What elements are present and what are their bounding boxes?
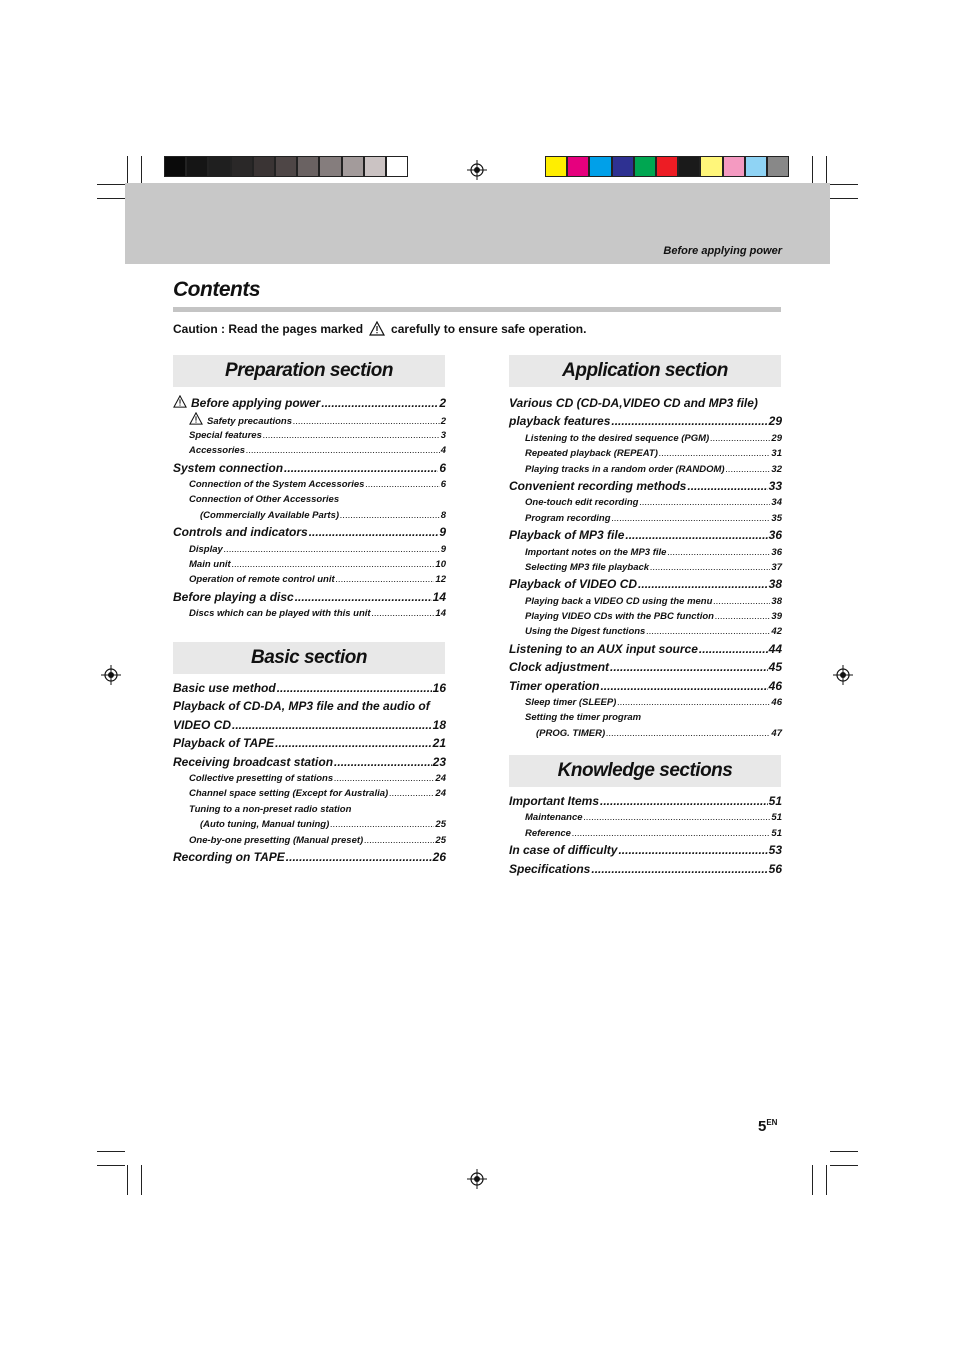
toc-entry: [173, 588, 446, 606]
toc-entry: [509, 792, 782, 810]
dot-leader: [726, 462, 771, 477]
toc-entry: [173, 817, 446, 832]
toc-entry-label: Sleep timer (SLEEP): [525, 697, 617, 709]
toc-entry: [173, 508, 446, 523]
toc-entry-label: Playing VIDEO CDs with the PBC function: [525, 611, 714, 623]
toc-entry-page: 18: [432, 717, 446, 732]
dot-leader: [389, 786, 434, 801]
toc-entry: [509, 826, 782, 841]
toc-entry: [509, 477, 782, 495]
dot-leader: [340, 508, 440, 523]
toc-entry: [173, 459, 446, 477]
knowledge-toc-list: [509, 792, 782, 878]
color-swatch: [767, 156, 789, 177]
toc-entry-label: (Commercially Available Parts): [200, 509, 340, 521]
toc-entry-page: 38: [768, 577, 782, 592]
dot-leader: [364, 833, 434, 848]
dot-leader: [224, 542, 440, 557]
toc-entry-label: VIDEO CD: [173, 717, 232, 732]
toc-entry: [173, 716, 446, 734]
dot-leader: [687, 477, 767, 495]
crop-mark: [830, 1165, 858, 1166]
toc-entry: [509, 412, 782, 430]
page-number: [758, 1118, 777, 1135]
crop-mark: [830, 1151, 858, 1152]
crop-mark: [141, 156, 142, 186]
toc-entry-label: Special features: [189, 429, 262, 441]
toc-entry: [509, 575, 782, 593]
toc-entry: [173, 477, 446, 492]
dot-leader: [713, 594, 770, 609]
toc-entry-label: Playing tracks in a random order (RANDOM): [525, 463, 725, 475]
toc-entry-page: 45: [768, 660, 782, 675]
toc-entry: [509, 511, 782, 526]
toc-entry-page: 25: [435, 834, 446, 846]
dot-leader: [321, 394, 438, 412]
toc-entry: [509, 695, 782, 710]
toc-entry-label: Accessories: [189, 445, 245, 457]
toc-entry-label: Controls and indicators: [173, 525, 308, 540]
crop-mark: [97, 1165, 125, 1166]
toc-entry-label: Before playing a disc: [173, 589, 294, 604]
toc-entry: [173, 572, 446, 587]
dot-leader: [591, 860, 767, 878]
crop-mark: [826, 1165, 827, 1195]
toc-entry-label: Using the Digest functions: [525, 626, 646, 638]
toc-entry-page: 9: [439, 525, 446, 540]
color-swatch: [164, 156, 186, 177]
toc-entry-label: Various CD (CD-DA,VIDEO CD and MP3 file): [509, 396, 758, 410]
dot-leader: [336, 572, 435, 587]
toc-entry-label: Before applying power: [173, 394, 320, 412]
toc-entry-page: 2: [440, 416, 446, 428]
toc-entry: [509, 841, 782, 859]
crop-mark: [97, 198, 125, 199]
toc-entry-page: 53: [768, 843, 782, 858]
dot-leader: [618, 841, 767, 859]
crop-mark: [830, 198, 858, 199]
toc-entry-page: 25: [435, 819, 446, 831]
toc-entry-page: 24: [435, 772, 446, 784]
toc-entry-label: Specifications: [509, 861, 591, 876]
toc-entry-label: Reference: [525, 827, 571, 839]
dot-leader: [309, 523, 439, 541]
color-swatch: [678, 156, 700, 177]
toc-entry-page: 44: [768, 641, 782, 656]
language-code: EN: [766, 1118, 778, 1127]
color-swatch: [297, 156, 319, 177]
dot-leader: [365, 477, 439, 492]
toc-entry-page: 29: [771, 432, 782, 444]
toc-entry-label: (Auto tuning, Manual tuning): [200, 819, 330, 831]
toc-entry: [173, 734, 446, 752]
toc-entry-page: 6: [439, 460, 446, 475]
toc-entry: [173, 557, 446, 572]
dot-leader: [612, 511, 771, 526]
toc-entry-label: Safety precautions: [189, 412, 292, 429]
page-title: Contents: [173, 278, 260, 301]
crop-mark: [97, 1151, 125, 1152]
toc-entry-label: Repeated playback (REPEAT): [525, 448, 658, 460]
dot-leader: [650, 560, 770, 575]
toc-entry-label: Listening to the desired sequence (PGM): [525, 432, 710, 444]
toc-entry-label: Playback of CD-DA, MP3 file and the audio of: [173, 699, 430, 714]
dot-leader: [710, 431, 770, 446]
toc-entry: [173, 679, 446, 697]
crop-mark: [830, 184, 858, 185]
toc-entry-page: 8: [440, 509, 446, 521]
toc-entry: [173, 848, 446, 866]
dot-leader: [610, 658, 768, 676]
dot-leader: [286, 848, 432, 866]
toc-entry-label: Setting the timer program: [525, 712, 642, 724]
toc-entry: [173, 753, 446, 771]
dot-leader: [625, 526, 767, 544]
dot-leader: [330, 817, 434, 832]
toc-entry-label: Display: [189, 543, 223, 555]
toc-entry-page: 51: [771, 827, 782, 839]
dot-leader: [638, 575, 768, 593]
page-number-value: 5: [758, 1118, 767, 1135]
toc-entry-label: Recording on TAPE: [173, 849, 285, 864]
crop-mark: [141, 1165, 142, 1195]
registration-mark-icon: [833, 665, 853, 685]
toc-entry-page: 14: [432, 589, 446, 604]
toc-entry-label: Clock adjustment: [509, 660, 610, 675]
registration-mark-icon: [467, 1169, 487, 1189]
dot-leader: [277, 679, 432, 697]
dot-leader: [232, 557, 435, 572]
warning-triangle-icon: [369, 321, 385, 336]
color-swatch: [745, 156, 767, 177]
dot-leader: [275, 734, 431, 752]
toc-entry: [509, 810, 782, 825]
dot-leader: [263, 428, 440, 443]
toc-entry-label: Receiving broadcast station: [173, 754, 334, 769]
toc-entry: [509, 658, 782, 676]
application-section-heading: Application section: [509, 355, 781, 387]
dot-leader: [646, 624, 770, 639]
toc-entry-label: One-touch edit recording: [525, 497, 639, 509]
toc-entry-page: 51: [768, 794, 782, 808]
dot-leader: [617, 695, 770, 710]
toc-entry-label: Discs which can be played with this unit: [189, 608, 371, 620]
toc-entry-label: Main unit: [189, 558, 231, 570]
basic-toc-list: [173, 679, 446, 866]
basic-section-heading: Basic section: [173, 642, 445, 674]
toc-entry-page: 16: [432, 681, 446, 695]
toc-entry: [509, 677, 782, 695]
color-swatch: [634, 156, 656, 177]
toc-entry: [173, 394, 446, 412]
registration-mark-icon: [101, 665, 121, 685]
toc-entry-page: 31: [771, 448, 782, 460]
toc-entry-page: 34: [771, 497, 782, 509]
toc-entry: [509, 545, 782, 560]
dot-leader: [295, 588, 432, 606]
toc-entry: [509, 594, 782, 609]
toc-entry-page: 39: [771, 611, 782, 623]
color-swatch: [253, 156, 275, 177]
toc-entry-label: Convenient recording methods: [509, 478, 687, 493]
toc-entry-page: 56: [768, 861, 782, 876]
toc-entry-page: 36: [768, 528, 782, 543]
toc-entry: [173, 428, 446, 443]
toc-entry-label: Tuning to a non-preset radio station: [189, 803, 352, 815]
toc-entry-page: 32: [771, 463, 782, 475]
toc-entry-page: 46: [768, 678, 782, 693]
toc-entry: [173, 786, 446, 801]
warning-triangle-icon: [173, 396, 191, 410]
crop-mark: [812, 1165, 813, 1195]
crop-mark: [812, 156, 813, 186]
toc-entry: [173, 492, 446, 507]
knowledge-section-heading: Knowledge sections: [509, 755, 781, 787]
color-swatch: [231, 156, 253, 177]
preparation-toc-list: [173, 394, 446, 621]
toc-entry-label: Important notes on the MP3 file: [525, 546, 667, 558]
toc-entry-label: Maintenance: [525, 812, 583, 824]
color-swatch: [186, 156, 208, 177]
toc-entry: [509, 726, 782, 741]
toc-entry-page: 46: [771, 697, 782, 709]
color-swatch: [545, 156, 567, 177]
toc-entry: [173, 443, 446, 458]
dot-leader: [372, 606, 435, 621]
dot-leader: [715, 609, 770, 624]
toc-entry-label: Selecting MP3 file playback: [525, 561, 650, 573]
application-toc-list: [509, 394, 782, 741]
toc-entry-label: (PROG. TIMER): [536, 727, 606, 739]
color-swatch: [612, 156, 634, 177]
toc-entry-page: 3: [440, 429, 446, 441]
dot-leader: [639, 495, 770, 510]
registration-mark-icon: [467, 160, 487, 180]
color-swatch: [723, 156, 745, 177]
toc-entry-label: Channel space setting (Except for Australia): [189, 788, 389, 800]
crop-mark: [127, 1165, 128, 1195]
toc-entry-page: 33: [768, 478, 782, 493]
dot-leader: [699, 640, 768, 658]
toc-entry: [509, 495, 782, 510]
crop-mark: [826, 156, 827, 186]
toc-entry-page: 10: [435, 558, 446, 570]
dot-leader: [611, 412, 767, 430]
toc-entry-label: Playback of VIDEO CD: [509, 577, 638, 592]
color-swatch: [364, 156, 386, 177]
toc-entry-label: Program recording: [525, 512, 611, 524]
caution-suffix: carefully to ensure safe operation.: [391, 321, 587, 336]
caution-note: [173, 321, 586, 336]
title-rule: [173, 307, 781, 312]
dot-leader: [659, 446, 771, 461]
color-swatch: [319, 156, 341, 177]
toc-entry-page: 35: [771, 512, 782, 524]
toc-entry: [509, 526, 782, 544]
toc-entry-page: 36: [771, 546, 782, 558]
toc-entry-page: 47: [771, 727, 782, 739]
toc-entry: [509, 640, 782, 658]
dot-leader: [284, 459, 438, 477]
toc-entry-label: System connection: [173, 460, 284, 475]
color-swatch: [567, 156, 589, 177]
dot-leader: [606, 726, 770, 741]
toc-entry-page: 29: [768, 414, 782, 429]
toc-entry-page: 37: [771, 561, 782, 573]
dot-leader: [572, 826, 770, 841]
toc-entry-label: Playback of MP3 file: [509, 528, 625, 543]
preparation-section-heading: Preparation section: [173, 355, 445, 387]
toc-entry: [509, 624, 782, 639]
toc-entry: [509, 394, 782, 412]
toc-entry: [173, 697, 446, 715]
color-swatch: [656, 156, 678, 177]
toc-entry-label: Operation of remote control unit: [189, 574, 335, 586]
toc-entry-label: Collective presetting of stations: [189, 772, 334, 784]
toc-entry-page: 42: [771, 626, 782, 638]
toc-entry: [173, 523, 446, 541]
color-swatch: [589, 156, 611, 177]
toc-entry-page: 4: [440, 445, 446, 457]
toc-entry-label: playback features: [509, 414, 611, 429]
toc-entry-label: Timer operation: [509, 678, 600, 693]
toc-entry-page: 23: [432, 754, 446, 769]
dot-leader: [600, 792, 768, 810]
dot-leader: [246, 443, 440, 458]
toc-entry-label: One-by-one presetting (Manual preset): [189, 834, 364, 846]
toc-entry: [509, 560, 782, 575]
toc-entry: [173, 606, 446, 621]
toc-entry: [509, 462, 782, 477]
toc-entry-page: 6: [440, 478, 446, 490]
toc-entry-page: 21: [432, 736, 446, 751]
toc-entry: [173, 833, 446, 848]
toc-entry-page: 26: [432, 849, 446, 864]
color-swatch: [342, 156, 364, 177]
toc-entry: [509, 860, 782, 878]
warning-triangle-icon: [189, 416, 207, 427]
toc-entry-label: Connection of Other Accessories: [189, 494, 340, 506]
dot-leader: [232, 716, 432, 734]
toc-entry-page: 38: [771, 595, 782, 607]
toc-entry-page: 51: [771, 812, 782, 824]
toc-entry: [509, 431, 782, 446]
color-swatch: [386, 156, 408, 177]
toc-entry-label: Playback of TAPE: [173, 736, 275, 751]
color-swatch: [208, 156, 230, 177]
toc-entry-page: 9: [440, 543, 446, 555]
dot-leader: [334, 771, 434, 786]
toc-entry: [173, 412, 446, 427]
dot-leader: [334, 753, 432, 771]
toc-entry-label: In case of difficulty: [509, 843, 618, 858]
toc-entry-label: Playing back a VIDEO CD using the menu: [525, 595, 713, 607]
toc-entry-label: Basic use method: [173, 681, 276, 695]
toc-entry: [509, 446, 782, 461]
toc-entry: [173, 542, 446, 557]
toc-entry-page: 24: [435, 788, 446, 800]
color-swatch: [275, 156, 297, 177]
crop-mark: [97, 184, 125, 185]
toc-entry: [509, 710, 782, 725]
running-title: Before applying power: [663, 245, 782, 257]
toc-entry: [173, 802, 446, 817]
dot-leader: [600, 677, 767, 695]
dot-leader: [667, 545, 770, 560]
caution-prefix: Caution : Read the pages marked: [173, 321, 364, 336]
color-swatch: [700, 156, 722, 177]
crop-mark: [127, 156, 128, 186]
toc-entry-page: 12: [435, 574, 446, 586]
toc-entry-label: Listening to an AUX input source: [509, 641, 698, 656]
toc-entry-label: Connection of the System Accessories: [189, 478, 365, 490]
toc-entry-page: 2: [439, 396, 446, 410]
toc-entry: [173, 771, 446, 786]
toc-entry-page: 14: [435, 608, 446, 620]
dot-leader: [584, 810, 771, 825]
toc-entry-label: Important Items: [509, 794, 600, 808]
toc-entry: [509, 609, 782, 624]
